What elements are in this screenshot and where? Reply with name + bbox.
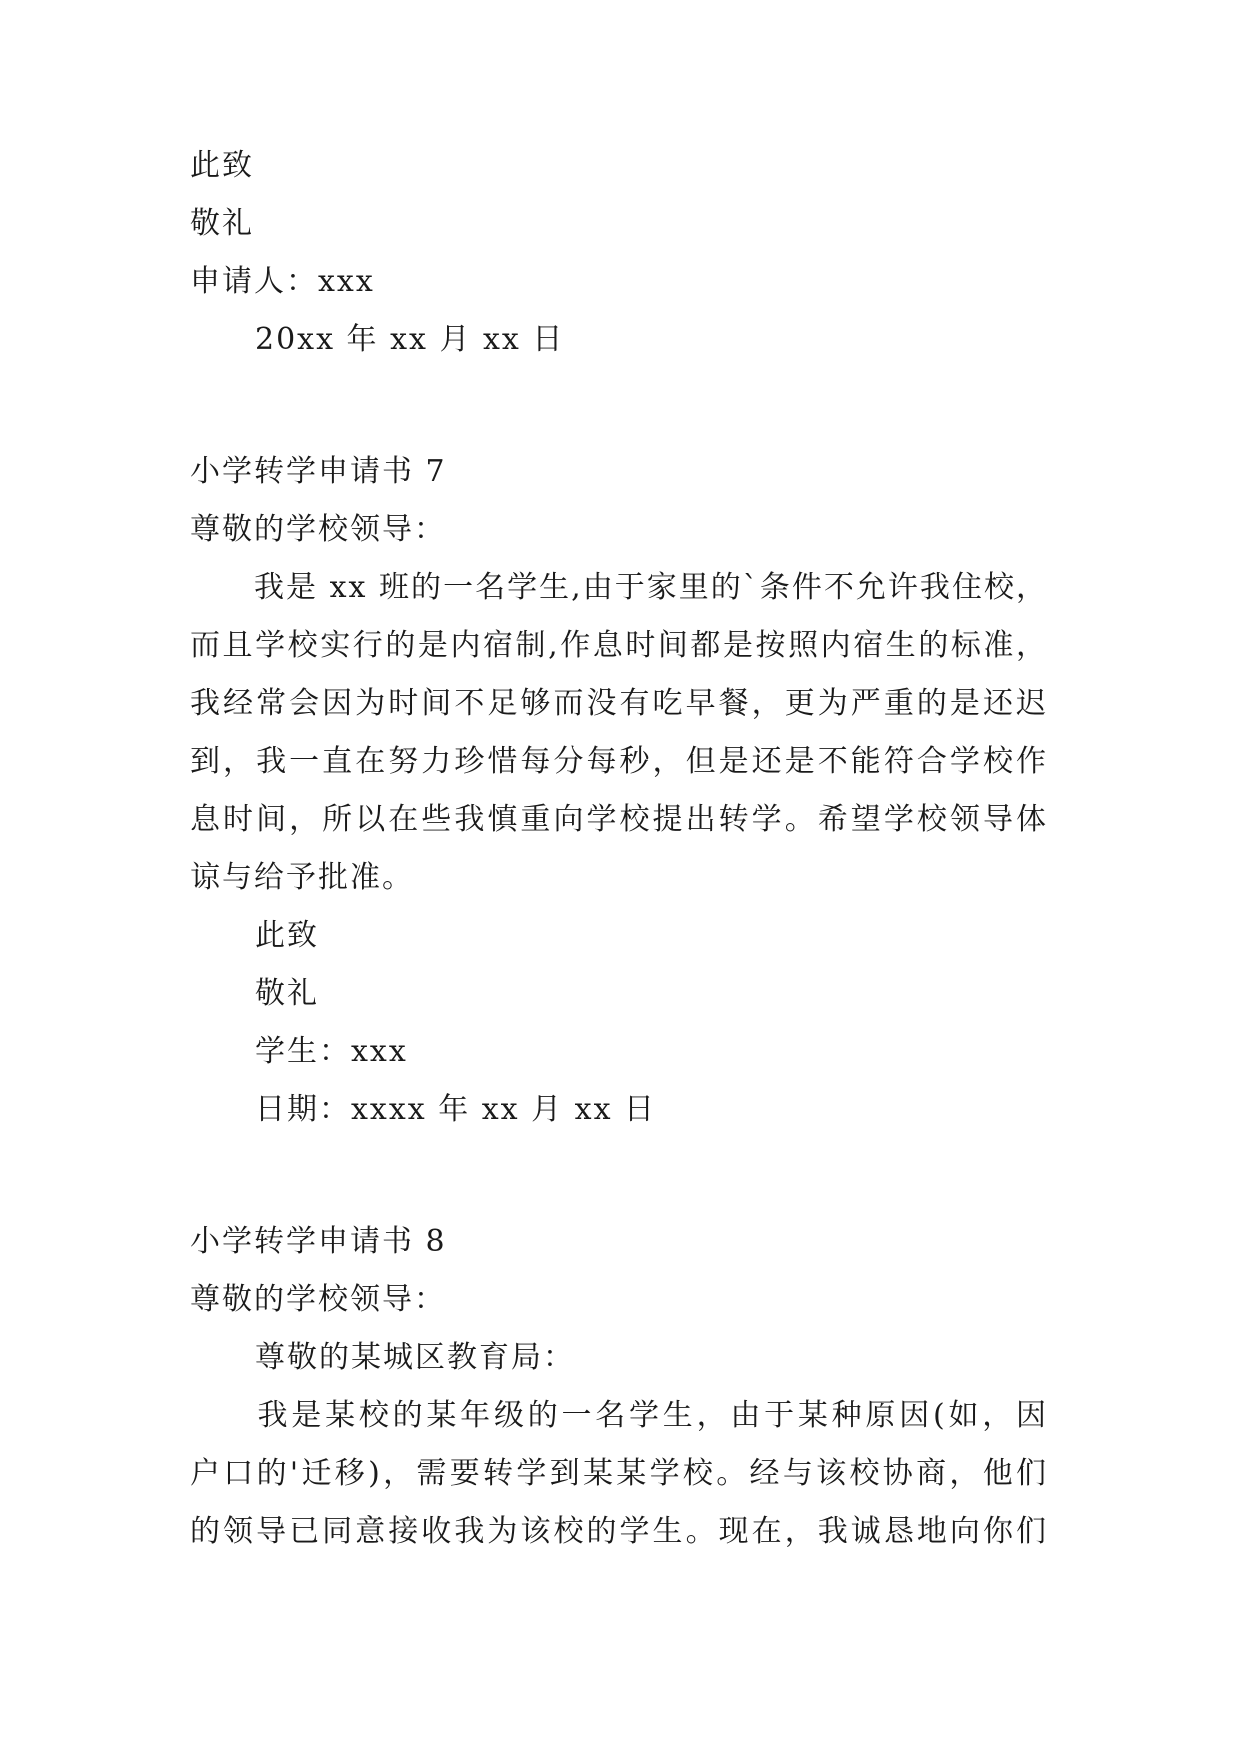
student-signature: 学生：xxx bbox=[255, 1034, 408, 1069]
paragraph-line: 到，我一直在努力珍惜每分每秒，但是还是不能符合学校作 bbox=[190, 744, 1048, 779]
closing-jingli: 敬礼 bbox=[255, 976, 319, 1011]
paragraph-line: 而且学校实行的是内宿制,作息时间都是按照内宿生的标准， bbox=[190, 628, 1048, 663]
applicant-signature: 申请人：xxx bbox=[190, 264, 375, 299]
paragraph-line: 我经常会因为时间不足够而没有吃早餐，更为严重的是还迟 bbox=[190, 686, 1048, 721]
section-title: 小学转学申请书 8 bbox=[190, 1224, 447, 1259]
paragraph-line: 息时间，所以在些我慎重向学校提出转学。希望学校领导体 bbox=[190, 802, 1048, 837]
application-date: 20xx 年 xx 月 xx 日 bbox=[255, 322, 565, 357]
signature-date: 日期：xxxx 年 xx 月 xx 日 bbox=[255, 1092, 657, 1127]
salutation: 尊敬的学校领导： bbox=[190, 512, 446, 547]
closing-cizhi: 此致 bbox=[190, 148, 254, 183]
paragraph-line: 谅与给予批准。 bbox=[190, 860, 414, 895]
sub-salutation: 尊敬的某城区教育局： bbox=[255, 1340, 575, 1375]
body-paragraph bbox=[190, 1396, 1048, 1570]
body-paragraph bbox=[190, 568, 1048, 916]
closing-cizhi: 此致 bbox=[255, 918, 319, 953]
paragraph-line: 的领导已同意接收我为该校的学生。现在，我诚恳地向你们 bbox=[190, 1514, 1048, 1549]
paragraph-line: 户口的'迁移)，需要转学到某某学校。经与该校协商，他们 bbox=[190, 1456, 1048, 1491]
paragraph-line: 我是 xx 班的一名学生,由于家里的`条件不允许我住校， bbox=[190, 570, 1048, 605]
salutation: 尊敬的学校领导： bbox=[190, 1282, 446, 1317]
closing-jingli: 敬礼 bbox=[190, 206, 254, 241]
section-title: 小学转学申请书 7 bbox=[190, 454, 447, 489]
paragraph-line: 我是某校的某年级的一名学生，由于某种原因(如，因 bbox=[190, 1398, 1048, 1433]
